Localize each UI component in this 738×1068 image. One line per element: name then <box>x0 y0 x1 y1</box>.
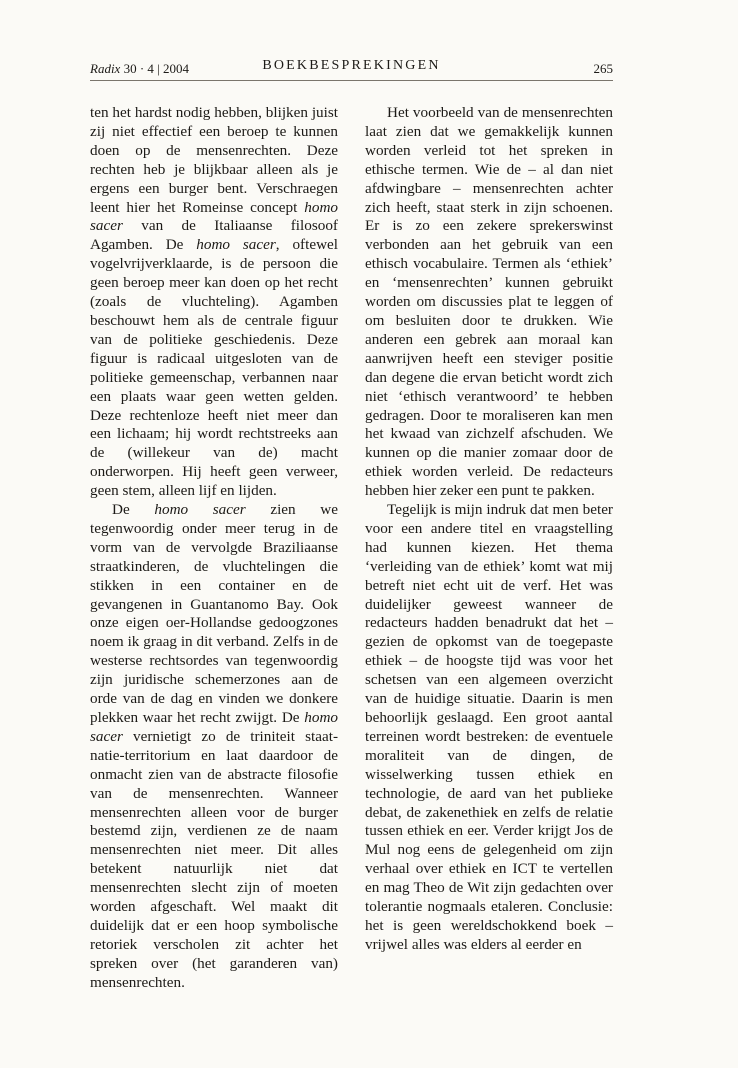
journal-name: Radix <box>90 61 121 76</box>
running-header <box>90 58 613 81</box>
left-column <box>90 104 338 993</box>
paragraph: Tegelijk is mijn indruk dat men beter voor een andere titel en vraagstelling had kunnen kiezen. Het thema ‘verleiding van de ethiek’ komt wat mij betreft niet echt uit de verf. Het was duidelijker geweest wanneer de redacteurs hadden benadrukt dat het – gezien de opkomst van de toegepaste ethiek – de hoogste tijd was voor het schetsen van een algemeen overzicht van de huidige situatie. Daarin is men behoorlijk geslaagd. Een groot aantal terreinen wordt bestreken: de eventuele moraliteit van de dingen, de wisselwerking tussen ethiek en technologie, de aard van het publieke debat, de zakenethiek en zelfs de relatie tussen ethiek en eer. Verder krijgt Jos de Mul nog eens de gelegenheid om zijn verhaal over ethiek en ICT te vertellen en mag Theo de Wit zijn gedachten over tolerantie nogmaals etaleren. Conclusie: het is geen wereldschokkend boek – vrijwel alles was elders al eerder en <box>365 501 613 953</box>
section-title: BOEKBESPREKINGEN <box>262 58 441 73</box>
paragraph: ten het hardst nodig hebben, blijken juist zij niet effectief een beroep te kunnen doen op de mensenrechten. Deze rechten heb je blijkbaar alleen als je ergens een burger bent. Verschraegen leent hier het Romeinse concept homo sacer van de Italiaanse filosoof Agamben. De homo sacer, oftewel vogelvrijverklaarde, is de persoon die geen beroep meer kan doen op het recht (zoals de vluchteling). Agamben beschouwt hem als de centrale figuur van de politieke geschiedenis. Deze figuur is radicaal uitgesloten van de politieke gemeenschap, verbannen naar een plaats waar geen wetten gelden. Deze rechtenloze heeft niet meer dan een lichaam; hij wordt rechtstreeks aan de (willekeur van de) macht onderworpen. Hij heeft geen verweer, geen stem, alleen lijf en lijden. <box>90 104 338 500</box>
emphasis: homo sacer <box>90 198 338 235</box>
paragraph: De homo sacer zien we tegenwoordig onder meer terug in de vorm van de vervolgde Braziliaanse straatkinderen, de vluchtelingen die stikken in een container en de gevangenen in Guantanomo Bay. Ook onze eigen oer-Hollandse gedoogzones noem ik graag in dit verband. Zelfs in de westerse rechtsordes van tegenwoordig zijn juridische schemerzones aan de orde van de dag en vinden we donkere plekken waar het recht zwijgt. De homo sacer vernietigt zo de triniteit staat-natie-territorium en laat daardoor de onmacht zien van de abstracte filosofie van de mensenrechten. Wanneer mensenrechten alleen voor de burger bestemd zijn, verdienen ze de naam mensenrechten niet meer. Dit alles betekent natuurlijk niet dat mensenrechten slecht zijn of moeten worden afgeschaft. Wel maakt dit duidelijk dat er een hoop symbolische retoriek verscholen zit achter het spreken over (het garanderen van) mensenrechten. <box>90 501 338 991</box>
right-column <box>365 104 613 955</box>
journal-issue: 30 · 4 | 2004 <box>123 61 190 76</box>
paragraph: Het voorbeeld van de mensenrechten laat zien dat we gemakkelijk kunnen worden verleid tot het spreken in ethische termen. Wie de – al dan niet afdwingbare – mensenrechten achter zich heeft, staat sterk in zijn schoenen. Er is zo een zekere sprekerswinst verbonden aan het gebruik van een ethisch vocabulaire. Termen als ‘ethiek’ en ‘mensenrechten’ kunnen gebruikt worden om discussies plat te leggen of om besluiten door te drukken. Wie anderen een gebrek aan moraal kan aanwrijven heeft een steviger positie dan degene die ervan beticht wordt zich niet ‘ethisch verantwoord’ te hebben gedragen. Door te moraliseren kan men het kwaad van zichzelf afschuden. We kunnen op die manier zomaar door de ethiek worden verleid. De redacteurs hebben hier zeker een punt te pakken. <box>365 104 613 500</box>
page-number: 265 <box>593 61 613 76</box>
emphasis: homo sacer <box>90 709 338 745</box>
emphasis: homo sacer <box>154 501 246 519</box>
emphasis: homo sacer <box>196 236 276 254</box>
